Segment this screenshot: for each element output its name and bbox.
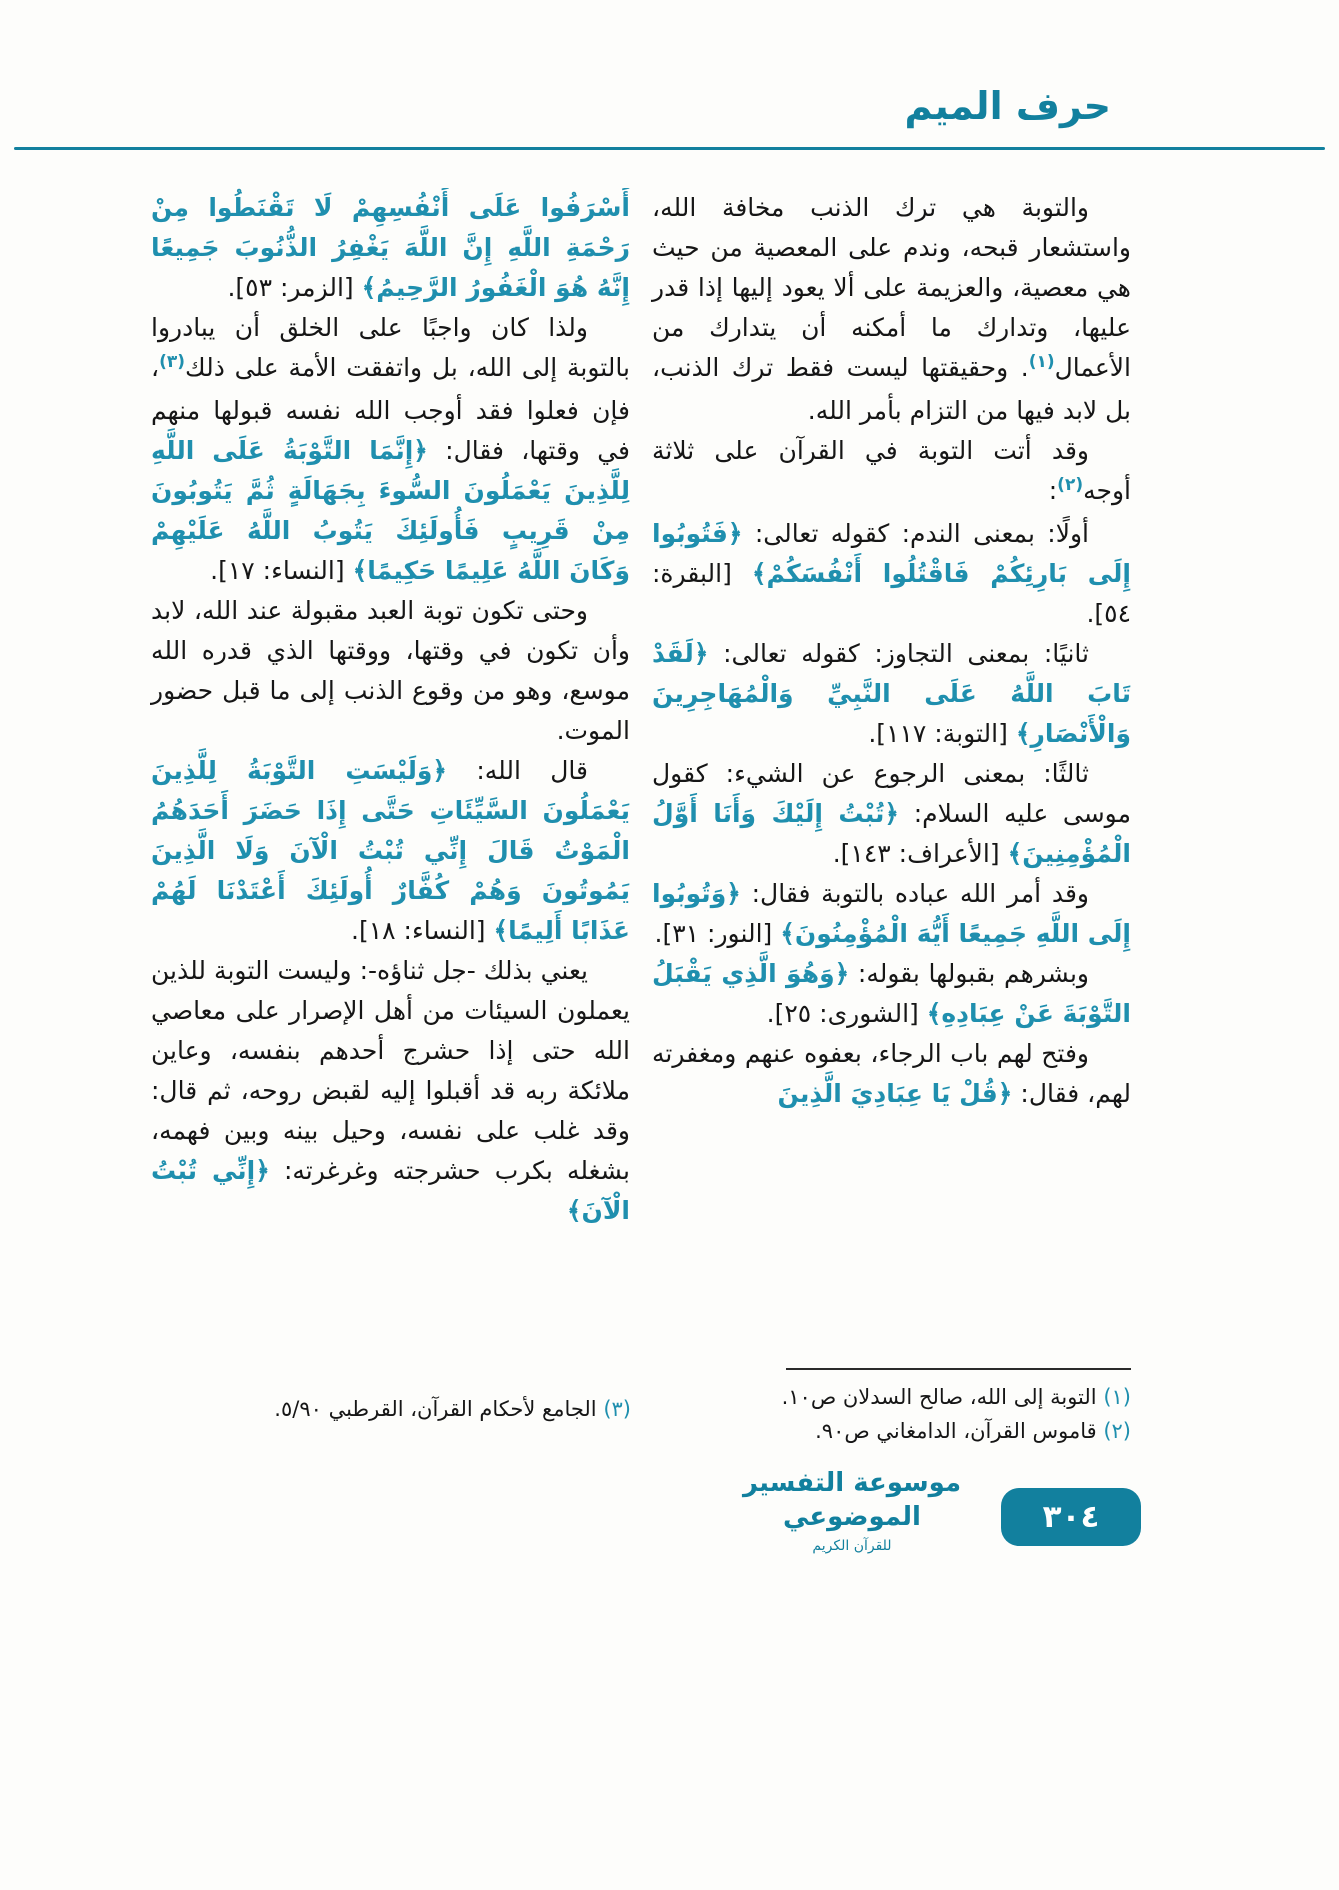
footnote bbox=[652, 1380, 1131, 1414]
paragraph bbox=[151, 308, 630, 591]
paragraph bbox=[652, 188, 1131, 431]
paragraph bbox=[652, 1034, 1131, 1114]
verse-reference: [النساء: ١٧]. bbox=[210, 556, 353, 585]
publisher-logo bbox=[727, 1466, 977, 1554]
column-right bbox=[652, 188, 1131, 1368]
quran-verse: ﴿إِنِّي تُبْتُ الْآنَ﴾ bbox=[151, 1156, 630, 1225]
paragraph bbox=[652, 514, 1131, 634]
paragraph bbox=[652, 634, 1131, 754]
paragraph bbox=[151, 591, 630, 751]
footnote-ref-marker: (١) bbox=[1028, 352, 1055, 372]
quran-verse: ﴿إِنَّمَا التَّوْبَةُ عَلَى اللَّهِ لِلَّذِينَ يَعْمَلُونَ السُّوءَ بِجَهَالَةٍ ثُمَّ يَتُوبُونَ مِنْ قَرِيبٍ فَأُولَئِكَ يَتُوبُ اللَّهُ عَلَيْهِمْ وَكَانَ اللَّهُ عَلِيمًا حَكِيمًا﴾ bbox=[151, 436, 630, 585]
footnotes-left bbox=[152, 1392, 631, 1426]
paragraph bbox=[151, 188, 630, 308]
footnote-divider bbox=[786, 1368, 1131, 1370]
paragraph bbox=[652, 874, 1131, 954]
verse-reference: [البقرة: ٥٤]. bbox=[652, 559, 1131, 628]
header-divider bbox=[14, 147, 1325, 150]
quran-verse: أَسْرَفُوا عَلَى أَنْفُسِهِمْ لَا تَقْنَطُوا مِنْ رَحْمَةِ اللَّهِ إِنَّ اللَّهَ يَغْفِرُ الذُّنُوبَ جَمِيعًا إِنَّهُ هُوَ الْغَفُورُ الرَّحِيمُ﴾ bbox=[151, 193, 630, 302]
footnote-marker: (١) bbox=[1103, 1385, 1131, 1409]
page-content bbox=[150, 188, 1131, 1368]
verse-reference: [الزمر: ٥٣]. bbox=[227, 273, 362, 302]
verse-reference: [الشورى: ٢٥]. bbox=[766, 999, 927, 1028]
footnote bbox=[152, 1392, 631, 1426]
quran-verse: ﴿وَهُوَ الَّذِي يَقْبَلُ التَّوْبَةَ عَنْ عِبَادِهِ﴾ bbox=[652, 959, 1131, 1028]
footnote bbox=[652, 1414, 1131, 1448]
verse-reference: [النساء: ١٨]. bbox=[351, 916, 494, 945]
body-text: ثانيًا: بمعنى التجاوز: كقوله تعالى: bbox=[708, 639, 1089, 668]
quran-verse: ﴿تُبْتُ إِلَيْكَ وَأَنَا أَوَّلُ الْمُؤْمِنِينَ﴾ bbox=[652, 799, 1131, 868]
paragraph bbox=[652, 431, 1131, 514]
footnote-marker: (٣) bbox=[603, 1397, 631, 1421]
paragraph bbox=[151, 951, 630, 1231]
footnote-text: الجامع لأحكام القرآن، القرطبي ٥/٩٠. bbox=[274, 1397, 604, 1421]
quran-verse: ﴿فَتُوبُوا إِلَى بَارِئِكُمْ فَاقْتُلُوا أَنْفُسَكُمْ﴾ bbox=[652, 519, 1131, 588]
body-text: وقد أتت التوبة في القرآن على ثلاثة أوجه bbox=[652, 436, 1131, 505]
section-title: حرف الميم bbox=[904, 84, 1111, 128]
column-left bbox=[151, 188, 630, 1368]
body-text: والتوبة هي ترك الذنب مخافة الله، واستشعار قبحه، وندم على المعصية من حيث هي معصية، والعزيمة على ألا يعود إليها إذا قدر عليها، وتدارك ما أمكنه أن يتدارك من الأعمال bbox=[652, 193, 1131, 382]
footnote-list-left bbox=[152, 1392, 631, 1426]
quran-verse: ﴿لَقَدْ تَابَ اللَّهُ عَلَى النَّبِيِّ وَالْمُهَاجِرِينَ وَالْأَنْصَارِ﴾ bbox=[652, 639, 1131, 748]
paragraph bbox=[151, 751, 630, 951]
footnote-text: التوبة إلى الله، صالح السدلان ص١٠. bbox=[781, 1385, 1104, 1409]
body-text: وفتح لهم باب الرجاء، بعفوه عنهم ومغفرته لهم، فقال: bbox=[652, 1039, 1131, 1108]
paragraph bbox=[652, 754, 1131, 874]
quran-verse: ﴿وَتُوبُوا إِلَى اللَّهِ جَمِيعًا أَيُّهَ الْمُؤْمِنُونَ﴾ bbox=[652, 879, 1131, 948]
publisher-logo-title: موسوعة التفسير الموضوعي bbox=[742, 1468, 962, 1532]
verse-reference: [الأعراف: ١٤٣]. bbox=[832, 839, 1008, 868]
footnotes-right bbox=[652, 1368, 1131, 1448]
footnote-list-right bbox=[652, 1380, 1131, 1448]
page-number-badge: ٣٠٤ bbox=[1001, 1488, 1141, 1546]
body-text: : bbox=[1048, 476, 1058, 505]
body-text: أولًا: بمعنى الندم: كقوله تعالى: bbox=[742, 519, 1089, 548]
footnote-ref-marker: (٢) bbox=[1057, 475, 1084, 495]
footnote-ref-marker: (٣) bbox=[159, 352, 186, 372]
paragraph bbox=[652, 954, 1131, 1034]
body-text: . وحقيقتها ليست فقط ترك الذنب، بل لابد فيها من التزام بأمر الله. bbox=[652, 353, 1131, 425]
footnote-marker: (٢) bbox=[1103, 1419, 1131, 1443]
body-text: يعني بذلك -جل ثناؤه-: وليست التوبة للذين يعملون السيئات من أهل الإصرار على معاصي الله حتى إذا حشرج أحدهم بنفسه، وعاين ملائكة ربه قد أقبلوا إليه لقبض روحه، ثم قال: وقد غلب على نفسه، وحيل بينه وبين فهمه، بشغله بكرب حشرجته وغرغرته: bbox=[151, 956, 630, 1185]
verse-reference: [التوبة: ١١٧]. bbox=[868, 719, 1016, 748]
footnote-text: قاموس القرآن، الدامغاني ص٩٠. bbox=[815, 1419, 1104, 1443]
body-text: ولذا كان واجبًا على الخلق أن يبادروا بالتوبة إلى الله، بل واتفقت الأمة على ذلك bbox=[151, 313, 630, 382]
body-text: ، فإن فعلوا فقد أوجب الله نفسه قبولها منهم في وقتها، فقال: bbox=[151, 353, 630, 465]
body-text: وقد أمر الله عباده بالتوبة فقال: bbox=[740, 879, 1089, 908]
body-text: ثالثًا: بمعنى الرجوع عن الشيء: كقول موسى عليه السلام: bbox=[652, 759, 1131, 828]
publisher-logo-subtitle: للقرآن الكريم bbox=[812, 1538, 892, 1554]
quran-verse: ﴿قُلْ يَا عِبَادِيَ الَّذِينَ bbox=[777, 1079, 1013, 1108]
verse-reference: [النور: ٣١]. bbox=[654, 919, 781, 948]
quran-verse: ﴿وَلَيْسَتِ التَّوْبَةُ لِلَّذِينَ يَعْمَلُونَ السَّيِّئَاتِ حَتَّى إِذَا حَضَرَ أَحَدَهُمُ الْمَوْتُ قَالَ إِنِّي تُبْتُ الْآنَ وَلَا الَّذِينَ يَمُوتُونَ وَهُمْ كُفَّارٌ أُولَئِكَ أَعْتَدْنَا لَهُمْ عَذَابًا أَلِيمًا﴾ bbox=[151, 756, 630, 945]
body-text: وحتى تكون توبة العبد مقبولة عند الله، لابد وأن تكون في وقتها، ووقتها الذي قدره الله موسع، وهو من وقوع الذنب إلى ما قبل حضور الموت. bbox=[151, 596, 630, 745]
body-text: قال الله: bbox=[447, 756, 588, 785]
body-text: وبشرهم بقبولها بقوله: bbox=[849, 959, 1089, 988]
